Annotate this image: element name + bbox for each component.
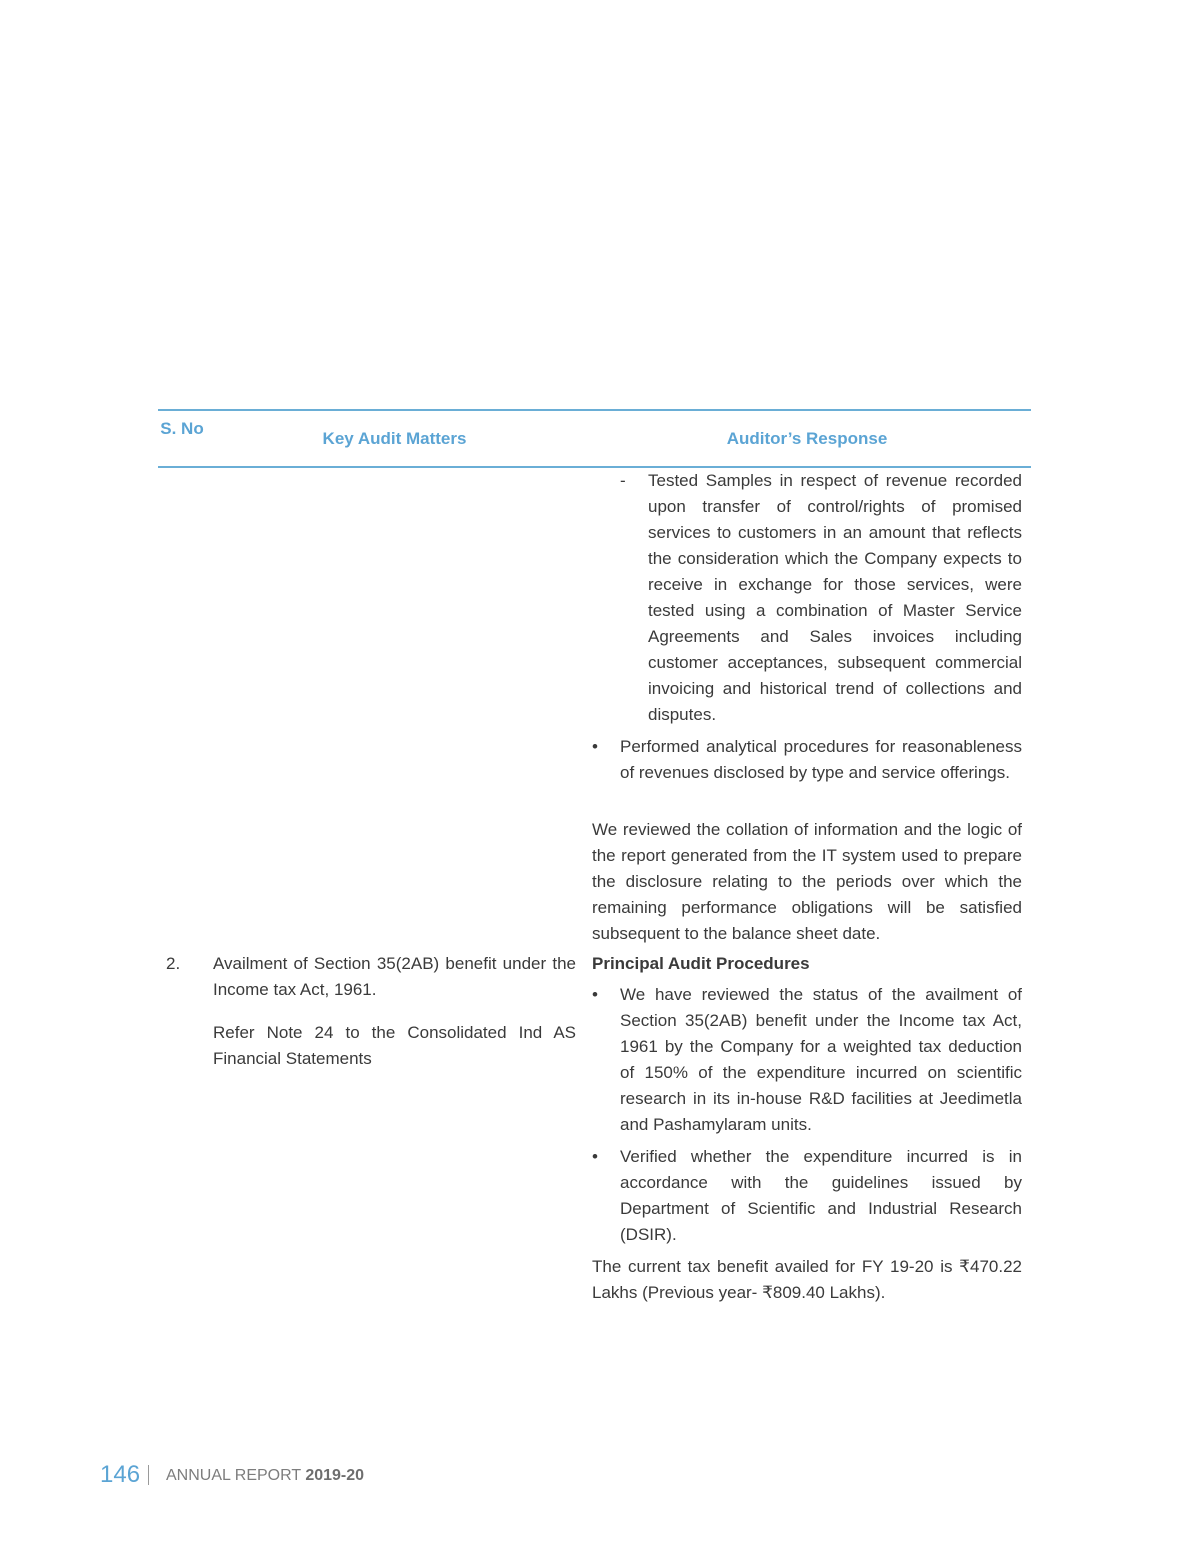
bullet-item-text: We have reviewed the status of the availment of Section 35(2AB) benefit under the Income tax Act, 1961 by the Company for a weighted tax deduction of 150% of the expenditure incurred on scientific research in its in-house R&D facilities at Jeedimetla and Pashamylaram units. bbox=[620, 985, 1022, 1134]
collation-paragraph: We reviewed the collation of information and the logic of the report generated from the IT system used to prepare the disclosure relating to the periods over which the remaining performance obligations will be satisfied subsequent to the balance sheet date. bbox=[592, 820, 1022, 943]
bullet-list-2 bbox=[592, 982, 1022, 1248]
bullet-marker: • bbox=[592, 1147, 598, 1166]
dash-item-text: Tested Samples in respect of revenue recorded upon transfer of control/rights of promised services to customers in an amount that reflects the consideration which the Company expects to receive in exchange for those services, were tested using a combination of Master Service Agreements and Sales invoices including customer acceptances, subsequent commercial invoicing and historical trend of collections and disputes. bbox=[648, 471, 1022, 724]
bullet-marker: • bbox=[592, 737, 598, 756]
list-item bbox=[592, 982, 1022, 1138]
list-item bbox=[620, 468, 1022, 728]
key-audit-matters-table bbox=[158, 409, 1031, 468]
list-item bbox=[592, 734, 1022, 786]
header-key-audit-matters: Key Audit Matters bbox=[322, 429, 467, 448]
procedures-heading: Principal Audit Procedures bbox=[592, 954, 810, 973]
dash-marker: - bbox=[620, 471, 626, 490]
report-label: ANNUAL REPORT bbox=[166, 1467, 301, 1484]
table-header bbox=[158, 409, 1031, 468]
bullet-list-1 bbox=[592, 734, 1022, 786]
header-sno: S. No bbox=[160, 419, 204, 438]
page-number: 146 bbox=[100, 1461, 141, 1488]
bullet-item-text: Verified whether the expenditure incurred is in accordance with the guidelines issued by Department of Scientific and Industrial Research (DSIR). bbox=[620, 1147, 1022, 1244]
footer-divider bbox=[148, 1465, 149, 1485]
report-title bbox=[166, 1467, 364, 1485]
bullet-item-text: Performed analytical procedures for reasonableness of revenues disclosed by type and service offerings. bbox=[620, 737, 1022, 782]
header-auditors-response: Auditor’s Response bbox=[726, 429, 888, 448]
closing-paragraph: The current tax benefit availed for FY 19-20 is ₹470.22 Lakhs (Previous year- ₹809.40 Lakhs). bbox=[592, 1257, 1022, 1302]
row2-sno: 2. bbox=[166, 954, 181, 973]
row2-reference: Refer Note 24 to the Consolidated Ind AS Financial Statements bbox=[213, 1023, 576, 1068]
list-item bbox=[592, 1144, 1022, 1248]
bullet-marker: • bbox=[592, 985, 598, 1004]
report-year: 2019-20 bbox=[305, 1467, 365, 1484]
dash-list bbox=[620, 468, 1022, 728]
row2-matter: Availment of Section 35(2AB) benefit under the Income tax Act, 1961. bbox=[213, 954, 576, 999]
